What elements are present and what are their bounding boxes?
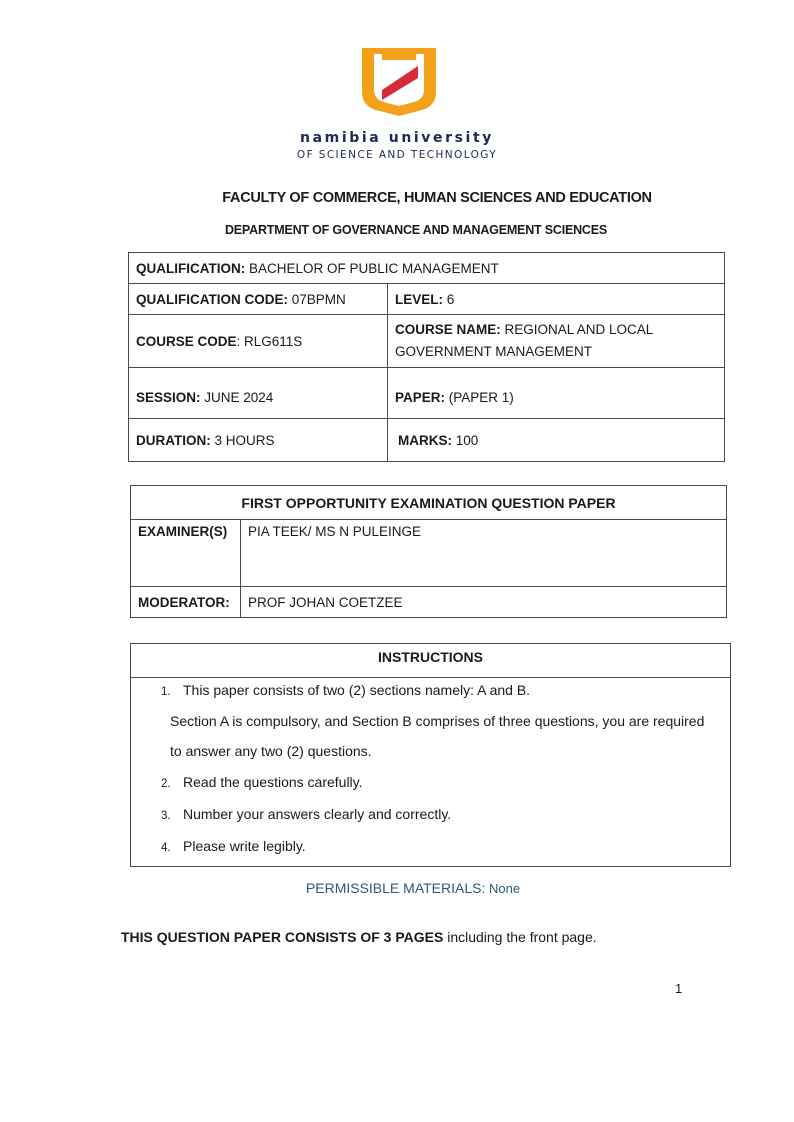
faculty-heading: FACULTY OF COMMERCE, HUMAN SCIENCES AND EDUCATION (222, 190, 652, 206)
instruction-item (170, 713, 704, 729)
instructions-heading: INSTRUCTIONS (131, 644, 730, 678)
instruction-text: Section A is compulsory, and Section B comprises of three questions, you are required (170, 713, 705, 729)
instruction-item (161, 774, 363, 790)
instruction-text: Read the questions carefully. (183, 774, 363, 790)
moderator-value: PROF JOHAN COETZEE (241, 587, 727, 618)
instruction-text: to answer any two (2) questions. (170, 743, 372, 759)
permissible-value: None (485, 881, 521, 896)
exam-paper-title: FIRST OPPORTUNITY EXAMINATION QUESTION PAPER (131, 486, 727, 520)
session-cell (129, 368, 388, 419)
instruction-number: 3. (161, 810, 171, 822)
instruction-number: 1. (161, 686, 171, 698)
qualification-value: BACHELOR OF PUBLIC MANAGEMENT (245, 260, 499, 276)
university-name: namibia university (300, 130, 494, 146)
course-name-cell (388, 315, 725, 368)
instruction-text: This paper consists of two (2) sections namely: A and B. (183, 682, 531, 698)
instruction-item (170, 743, 372, 759)
qualification-code-value: 07BPMN (288, 291, 346, 307)
duration-label: DURATION: (136, 432, 211, 448)
moderator-label: MODERATOR: (131, 587, 241, 618)
session-label: SESSION: (136, 389, 201, 405)
course-code-value: : RLG611S (236, 333, 303, 349)
permissible-label: PERMISSIBLE MATERIALS: (305, 880, 486, 896)
page-number: 1 (675, 981, 683, 996)
marks-label: MARKS: (398, 432, 452, 448)
level-cell (388, 284, 725, 315)
paper-cell (388, 368, 725, 419)
instruction-number: 2. (161, 778, 171, 790)
exam-table (130, 485, 727, 618)
duration-value: 3 HOURS (210, 432, 275, 448)
instruction-number: 4. (161, 842, 171, 854)
instruction-item (161, 806, 451, 822)
qualification-cell (129, 253, 725, 284)
qualification-label: QUALIFICATION: (136, 260, 246, 276)
course-code-cell (129, 315, 388, 368)
instructions-box (130, 643, 731, 867)
course-name-label: COURSE NAME: (395, 322, 501, 337)
page-count-rest: including the front page. (443, 929, 597, 945)
course-name-value: REGIONAL AND LOCAL GOVERNMENT MANAGEMENT (395, 322, 653, 359)
marks-value: 100 (452, 432, 479, 448)
marks-cell (388, 419, 725, 462)
duration-cell (129, 419, 388, 462)
level-value: 6 (443, 291, 455, 307)
session-value: JUNE 2024 (200, 389, 274, 405)
course-code-label: COURSE CODE (136, 333, 237, 349)
paper-label: PAPER: (395, 389, 446, 405)
paper-value: (PAPER 1) (445, 389, 514, 405)
examiner-label: EXAMINER(S) (131, 520, 241, 587)
page-count-bold: THIS QUESTION PAPER CONSISTS OF 3 PAGES (121, 929, 444, 945)
level-label: LEVEL: (395, 291, 444, 307)
department-heading: DEPARTMENT OF GOVERNANCE AND MANAGEMENT SCIENCES (224, 223, 608, 237)
instruction-item (161, 682, 530, 698)
qualification-code-label: QUALIFICATION CODE: (136, 291, 288, 307)
page-count-note (121, 929, 597, 945)
university-subtitle: OF SCIENCE AND TECHNOLOGY (296, 149, 498, 161)
permissible-materials (0, 880, 794, 896)
qualification-code-cell (129, 284, 388, 315)
instruction-text: Number your answers clearly and correctly. (183, 806, 452, 822)
instruction-text: Please write legibly. (183, 838, 306, 854)
university-logo-icon (356, 44, 442, 118)
instruction-item (161, 838, 306, 854)
qualification-table (128, 252, 725, 462)
examiner-value: PIA TEEK/ MS N PULEINGE (241, 520, 727, 587)
